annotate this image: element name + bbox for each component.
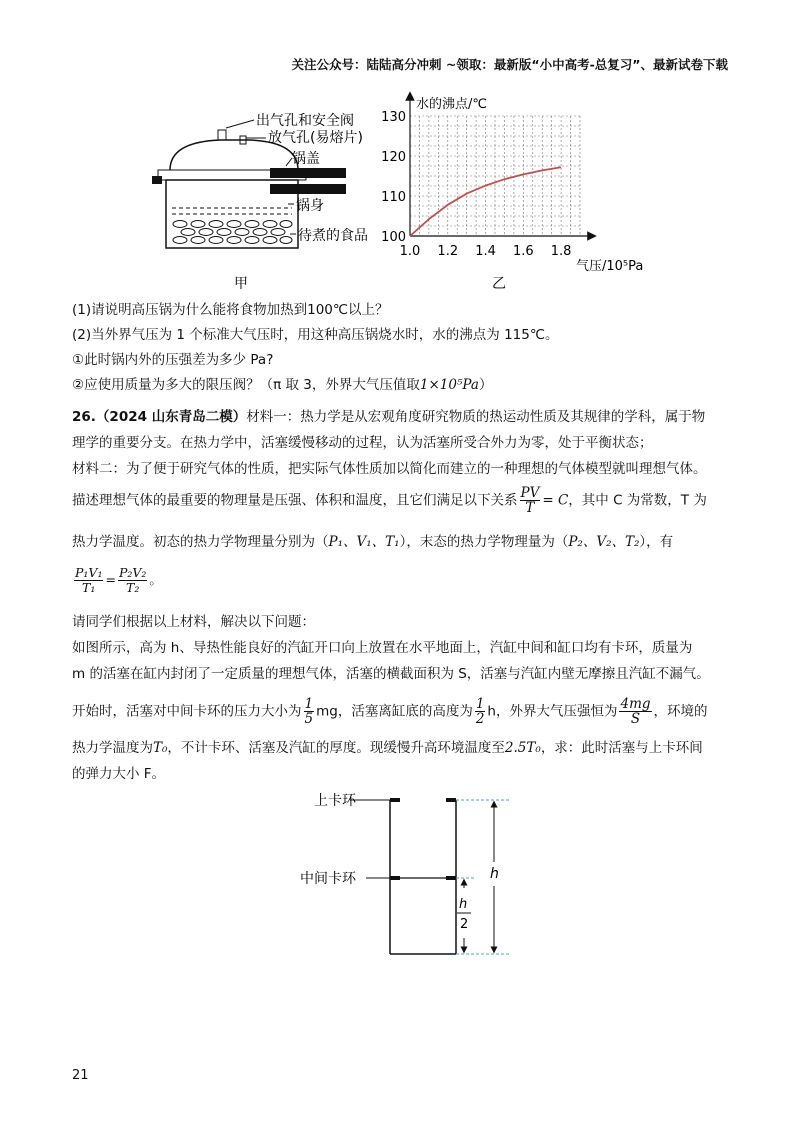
frac-4mg-s [619,697,651,726]
eq-end: 。 [149,572,162,587]
eq-left-den: T₁ [82,580,96,595]
prompt: 请同学们根据以上材料，解决以下问题： [72,614,315,630]
y-axis-label: 水的沸点/℃ [416,97,487,112]
left-handle [152,176,162,184]
f1-num: 1 [304,696,314,712]
f3-den: S [630,711,641,727]
p3b: mg，活塞离缸底的高度为 [316,703,473,720]
material2-line1: 材料二：为了便于研究气体的性质，把实际气体性质加以简化而建立的一种理想的气体模型就叫理想气体。 [72,461,707,477]
cylinder-figure [290,788,530,963]
lid-handle [270,168,346,178]
m2-text: 描述理想气体的最重要的物理量是压强、体积和温度，且它们满足以下关系 [72,492,518,509]
safety-valve [218,130,226,140]
f1-den: 5 [304,711,314,727]
pvt-fraction [520,486,541,515]
p4-T: 2.5T₀ [504,740,541,756]
problem-source: （2024 山东青岛二模） [95,409,247,425]
label-lid: 锅盖 [292,151,320,167]
question-2b [72,375,492,395]
pvt-num: PV [520,485,540,501]
f3-num: 4mg [620,696,651,712]
p4-T0: T₀ [153,740,168,756]
upper-ring-left [390,798,400,802]
frac-1-5 [304,697,315,726]
final-state: P₂、V₂、T₂ [568,534,640,550]
label-vent: 放气孔(易熔片) [268,130,363,146]
caption-jia: 甲 [234,276,248,292]
p3a: 开始时，活塞对中间卡环的压力大小为 [72,703,302,720]
y-tick-label: 130 [381,110,406,125]
middle-ring-label: 中间卡环 [300,871,356,887]
upper-ring-label: 上卡环 [314,793,356,809]
eq-sign: = [105,572,116,587]
caption-yi: 乙 [492,276,506,292]
p4a: 热力学温度为 [72,740,153,756]
page-number: 21 [72,1068,89,1083]
pvt-eq: = C [542,492,569,509]
x-tick-label: 1.8 [550,244,572,259]
problem-text-2: m 的活塞在缸内封闭了一定质量的理想气体，活塞的横截面积为 S，活塞与汽缸内壁无摩擦且汽缸不漏气。 [72,666,710,682]
food-items [173,221,292,244]
body-handle [270,184,346,194]
eq-right-den: T₂ [126,580,140,595]
f2-num: 1 [475,696,485,712]
y-tick-label: 120 [381,150,406,165]
half-h-den: 2 [460,917,469,932]
q2b-text: ②应使用质量为多大的限压阀？（π 取 3，外界大气压值取 [72,377,420,393]
eq-right-num: P₂V₂ [118,565,147,580]
water-lines [172,208,292,214]
question-2: (2)当外界气压为 1 个标准大气压时，用这种高压锅烧水时，水的沸点为 115℃。 [72,327,559,343]
problem-text-4 [72,738,703,758]
x-axis-label: 气压/10⁵Pa [576,259,644,274]
eq-left [74,566,103,595]
page-header: 关注公众号：陆陆高分冲刺 ~领取：最新版“小中高考-总复习”、最新试卷下载 [291,57,728,72]
m2l3-pre: 热力学温度。初态的热力学物理量分别为（ [72,534,329,550]
x-tick-label: 1.2 [437,244,459,259]
initial-state: P₁、V₁、T₁ [328,534,400,550]
upper-ring-right [446,798,456,802]
pvt-den: T [525,500,535,516]
problem-26-line1 [72,407,705,427]
problem-text-5: 的弹力大小 F。 [72,766,166,782]
x-tick-label: 1.4 [475,244,496,259]
y-tick-label: 110 [381,190,406,205]
x-tick-label: 1.6 [512,244,534,259]
material1-line2: 理学的重要分支。在热力学中，活塞缓慢移动的过程，认为活塞所受合外力为零，处于平衡状态； [72,435,653,451]
p4b: ，不计卡环、活塞及汽缸的厚度。现缓慢升高环境温度至 [167,740,505,756]
frac-1-2 [475,697,486,726]
q2b-end: ） [478,377,493,393]
eq-right [118,566,147,595]
p3c: h，外界大气压强恒为 [487,703,618,720]
m2l3-post: ），有 [639,534,674,550]
label-body: 锅身 [296,198,324,214]
y-tick-label: 100 [381,230,406,245]
x-tick-label: 1.0 [399,244,421,259]
label-valve: 出气孔和安全阀 [256,113,354,129]
f2-den: 2 [475,711,485,727]
problem-text-3 [72,697,708,726]
eq-left-num: P₁V₁ [75,565,103,580]
h-label: h [490,866,499,882]
material2-line3 [72,532,673,552]
m2l3-mid: ），末态的热力学物理量为（ [399,534,569,550]
p4c: ，求：此时活塞与上卡环间 [540,740,703,756]
boiling-point-chart [380,88,660,298]
q2b-value: 1×10⁵Pa [419,377,479,393]
question-2a: ①此时锅内外的压强差为多少 Pa? [72,352,274,368]
problem-text-1: 如图所示，高为 h、导热性能良好的汽缸开口向上放置在水平地面上，汽缸中间和缸口均有卡环，质量为 [72,640,693,656]
m2-text-end: ，其中 C 为常数，T 为 [568,492,707,509]
pressure-cooker-figure [150,108,380,293]
gas-law-equation [72,566,162,595]
question-1: (1)请说明高压锅为什么能将食物加热到100℃以上？ [72,302,389,318]
material1-line1: 材料一：热力学是从宏观角度研究物质的热运动性质及其规律的学科，属于物 [246,409,706,425]
problem-number: 26. [72,409,96,425]
half-h-num: h [459,897,468,912]
label-food: 待煮的食品 [298,228,368,244]
material2-line2 [72,486,707,515]
chart-grid [410,116,580,236]
p3d: ，环境的 [653,703,708,720]
